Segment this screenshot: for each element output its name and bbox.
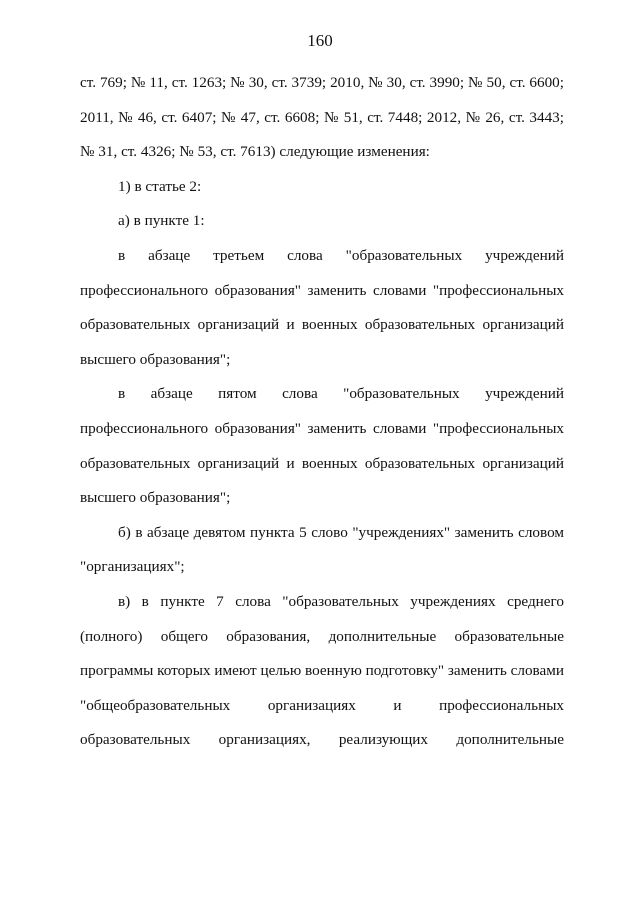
- paragraph-item-a: а) в пункте 1:: [118, 212, 205, 230]
- paragraph-item-v: в) в пункте 7 слова "образовательных учреждениях среднего (полного) общего образования, дополнительные образовательные программы которых имеют целью военную подготовку" заменить словами "общеобразовательных организациях и профессиональных образовательных организациях, реализующих дополнительные: [80, 592, 564, 749]
- paragraph-item-b: б) в абзаце девятом пункта 5 слово "учреждениях" заменить словом "организациях";: [80, 523, 564, 576]
- paragraph-article-2: 1) в статье 2:: [118, 177, 202, 195]
- paragraph-abzac-third: в абзаце третьем слова "образовательных учреждений профессионального образования" заменить словами "профессиональных образовательных организаций и военных образовательных организаций высшего образования";: [80, 246, 564, 368]
- document-body: [80, 66, 564, 758]
- page-number: 160: [307, 31, 333, 50]
- paragraph-abzac-fifth: в абзаце пятом слова "образовательных учреждений профессионального образования" заменить словами "профессиональных образовательных организаций и военных образовательных организаций высшего образования";: [80, 385, 564, 507]
- paragraph-citation-continuation: ст. 769; № 11, ст. 1263; № 30, ст. 3739; 2010, № 30, ст. 3990; № 50, ст. 6600; 2011, № 46, ст. 6407; № 47, ст. 6608; № 51, ст. 7448; 2012, № 26, ст. 3443; № 31, ст. 4326; № 53, ст. 7613) следующие изменения:: [80, 74, 564, 161]
